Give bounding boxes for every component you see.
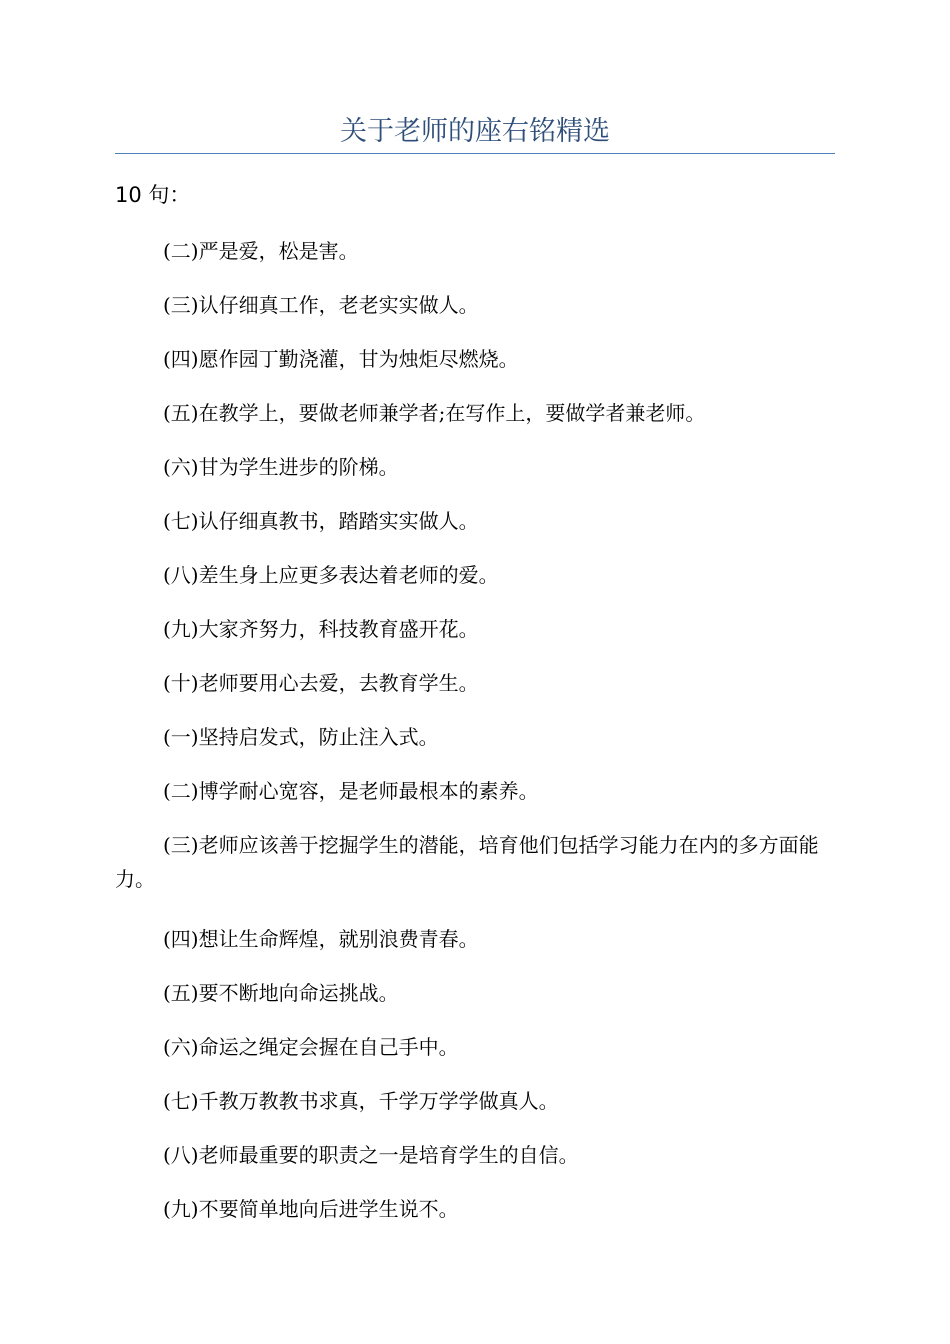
motto-item-15: (六)命运之绳定会握在自己手中。 xyxy=(163,1035,459,1059)
motto-item-16: (七)千教万教教书求真，千学万学学做真人。 xyxy=(163,1089,559,1113)
motto-item-6: (七)认仔细真教书，踏踏实实做人。 xyxy=(163,509,479,533)
motto-item-13: (四)想让生命辉煌，就别浪费青春。 xyxy=(163,927,479,951)
motto-item-5: (六)甘为学生进步的阶梯。 xyxy=(163,455,399,479)
intro-line: 10 句： xyxy=(115,183,191,207)
document-title: 关于老师的座右铭精选 xyxy=(340,116,610,147)
motto-item-9: (十)老师要用心去爱，去教育学生。 xyxy=(163,671,479,695)
motto-item-2: (三)认仔细真工作，老老实实做人。 xyxy=(163,293,479,317)
motto-item-17: (八)老师最重要的职责之一是培育学生的自信。 xyxy=(163,1143,579,1167)
motto-item-8: (九)大家齐努力，科技教育盛开花。 xyxy=(163,617,479,641)
motto-item-12: (三)老师应该善于挖掘学生的潜能，培育他们包括学习能力在内的多方面能力。 xyxy=(115,833,819,891)
motto-item-10: (一)坚持启发式，防止注入式。 xyxy=(163,725,439,749)
motto-item-18: (九)不要简单地向后进学生说不。 xyxy=(163,1197,459,1221)
motto-item-3: (四)愿作园丁勤浇灌，甘为烛炬尽燃烧。 xyxy=(163,347,519,371)
motto-item-4: (五)在教学上，要做老师兼学者;在写作上，要做学者兼老师。 xyxy=(163,401,706,425)
motto-item-14: (五)要不断地向命运挑战。 xyxy=(163,981,399,1005)
motto-item-7: (八)差生身上应更多表达着老师的爱。 xyxy=(163,563,499,587)
motto-item-11: (二)博学耐心宽容，是老师最根本的素养。 xyxy=(163,779,539,803)
motto-item-1: (二)严是爱，松是害。 xyxy=(163,239,359,263)
title-underline xyxy=(115,153,835,154)
